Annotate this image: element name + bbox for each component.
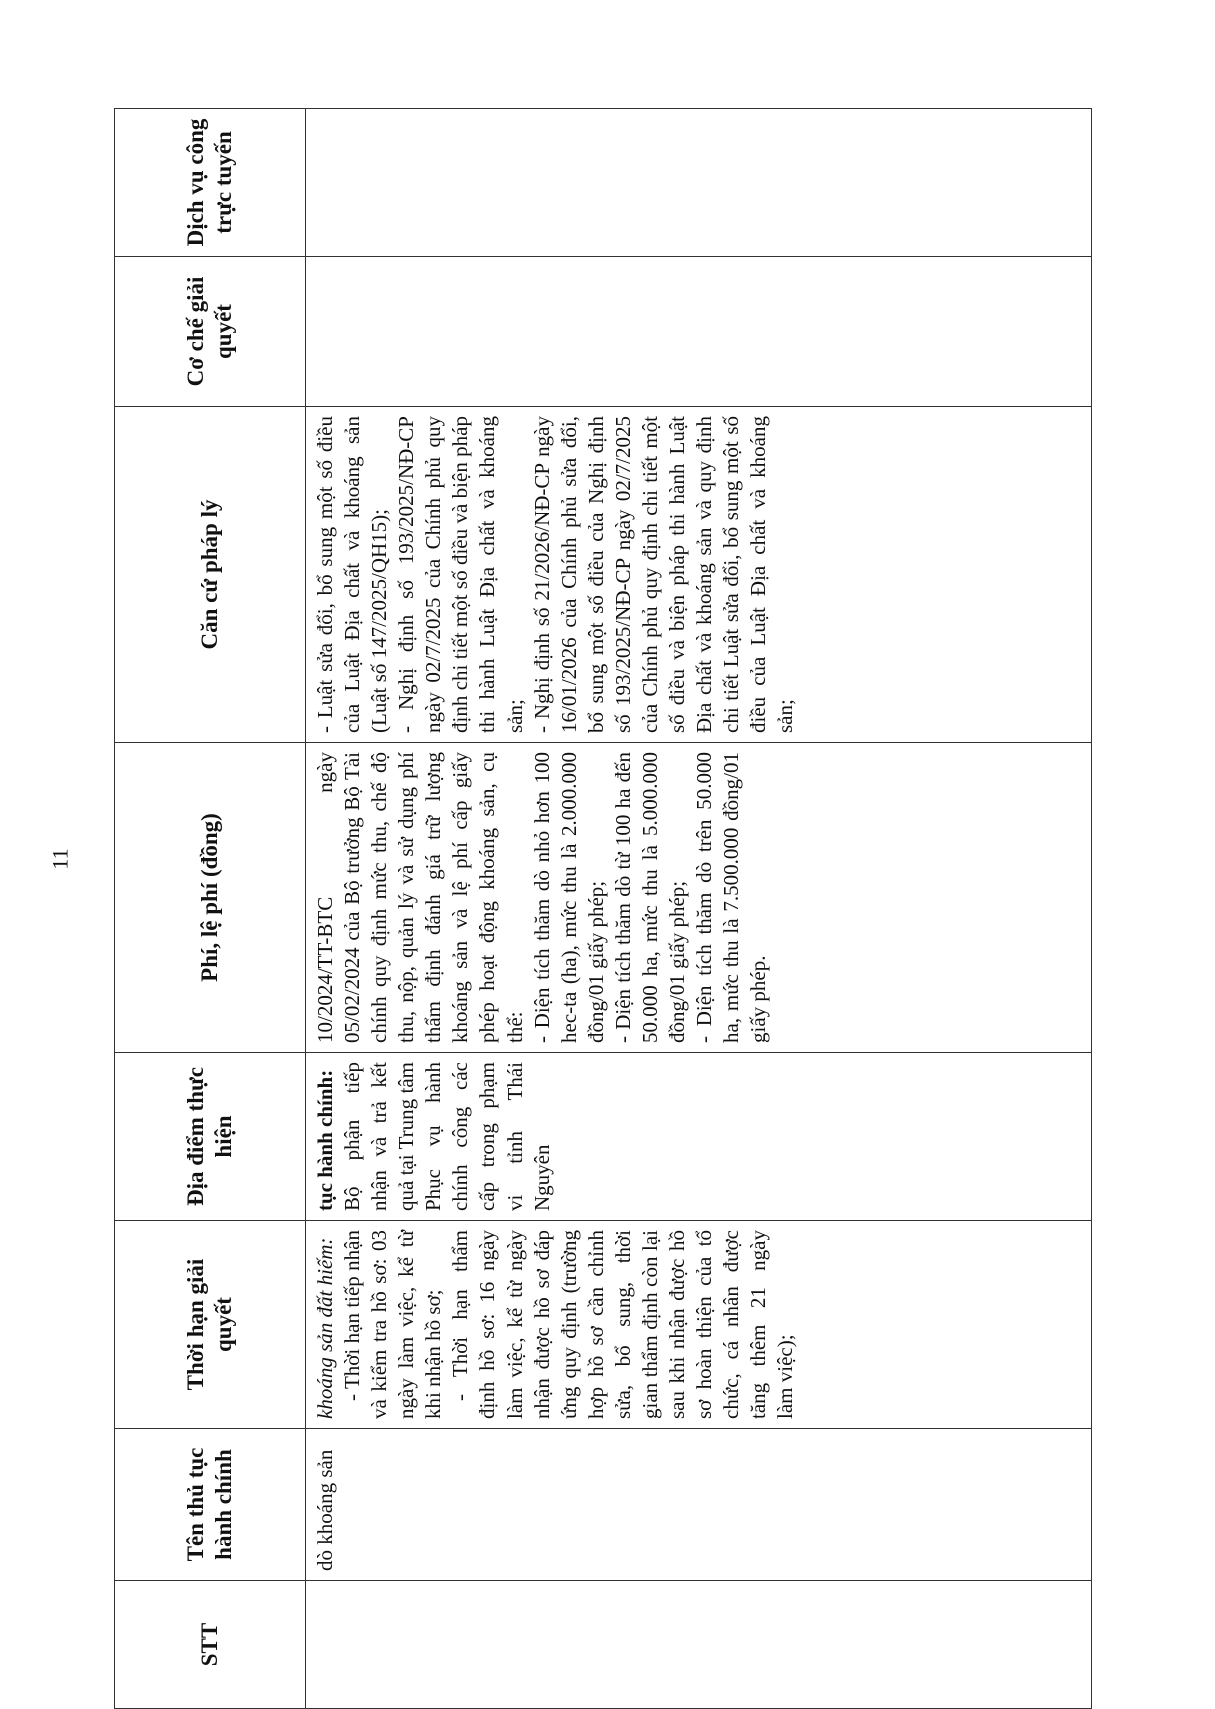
can-cu-p2: - Nghị định số 193/2025/NĐ-CP ngày 02/7/2025 của Chính phủ quy định chi tiết một số điều và biện pháp thi hành Luật Địa chất và khoáng sản; <box>394 416 527 733</box>
procedure-table <box>114 108 1092 1709</box>
phi-p2: - Diện tích thăm dò nhỏ hơn 100 hec-ta (ha), mức thu là 2.000.000 đồng/01 giấy phép; <box>529 752 608 1043</box>
cell-can-cu-phap-ly <box>306 407 1092 743</box>
thoi-han-p1: - Thời hạn tiếp nhận và kiểm tra hồ sơ: 03 ngày làm việc, kể từ khi nhận hồ sơ; <box>340 1230 446 1419</box>
dia-diem-text: Bộ phận tiếp nhận và trả kết quả tại Trung tâm Phục vụ hành chính công các cấp trong phạm vi tỉnh Thái Nguyên <box>340 1062 554 1211</box>
table-row <box>306 109 1092 1709</box>
thoi-han-intro: khoáng sản đất hiếm: <box>313 1237 337 1419</box>
header-ten-thu-tuc: Tên thủ tục hành chính <box>115 1429 306 1581</box>
rotated-page-content <box>114 109 1092 1709</box>
phi-p1: 10/2024/TT-BTC ngày 05/02/2024 của Bộ trưởng Bộ Tài chính quy định mức thu, chế độ thu, nộp, quản lý và sử dụng phí thẩm định đánh giá trữ lượng khoáng sản và lệ phí cấp giấy phép hoạt động khoáng sản, cụ thể: <box>313 752 527 1043</box>
cell-stt <box>306 1581 1092 1709</box>
cell-co-che <box>306 257 1092 407</box>
cell-phi-le-phi <box>306 743 1092 1053</box>
dia-diem-bold: tục hành chính: <box>313 1069 337 1211</box>
page-number: 11 <box>47 848 73 870</box>
phi-p4: - Diện tích thăm dò trên 50.000 ha, mức thu là 7.500.000 đồng/01 giấy phép. <box>692 752 771 1043</box>
thoi-han-p2: - Thời hạn thẩm định hồ sơ: 16 ngày làm việc, kể từ ngày nhận được hồ sơ đáp ứng quy định (trường hợp hồ sơ cần chỉnh sửa, bổ sung, thời gian thẩm định còn lại sau khi nhận được hồ sơ hoàn thiện của tổ chức, cá nhân được tăng thêm 21 ngày làm việc); <box>448 1230 798 1419</box>
header-stt: STT <box>115 1581 306 1709</box>
can-cu-p1: - Luật sửa đổi, bổ sung một số điều của Luật Địa chất và khoáng sản (Luật số 147/2025/QH15); <box>313 416 392 733</box>
header-dich-vu: Dịch vụ công trực tuyến <box>115 109 306 257</box>
header-thoi-han: Thời hạn giải quyết <box>115 1221 306 1429</box>
header-dia-diem: Địa điểm thực hiện <box>115 1053 306 1221</box>
phi-p3: - Diện tích thăm dò từ 100 ha đến 50.000 ha, mức thu là 5.000.000 đồng/01 giấy phép; <box>610 752 690 1043</box>
can-cu-p3: - Nghị định số 21/2026/NĐ-CP ngày 16/01/2026 của Chính phủ sửa đổi, bổ sung một số điều của Nghị định số 193/2025/NĐ-CP ngày 02/7/2025 của Chính phủ quy định chi tiết một số điều và biện pháp thi hành Luật Địa chất và khoáng sản và quy định chi tiết Luật sửa đổi, bổ sung một số điều của Luật Địa chất và khoáng sản; <box>529 416 798 733</box>
header-phi-le-phi: Phí, lệ phí (đồng) <box>115 743 306 1053</box>
table-header-row <box>115 109 306 1709</box>
cell-ten-thu-tuc: dò khoáng sản <box>306 1429 1092 1581</box>
header-co-che: Cơ chế giải quyết <box>115 257 306 407</box>
header-can-cu-phap-ly: Căn cứ pháp lý <box>115 407 306 743</box>
cell-thoi-han <box>306 1221 1092 1429</box>
cell-dia-diem <box>306 1053 1092 1221</box>
cell-dich-vu <box>306 109 1092 257</box>
